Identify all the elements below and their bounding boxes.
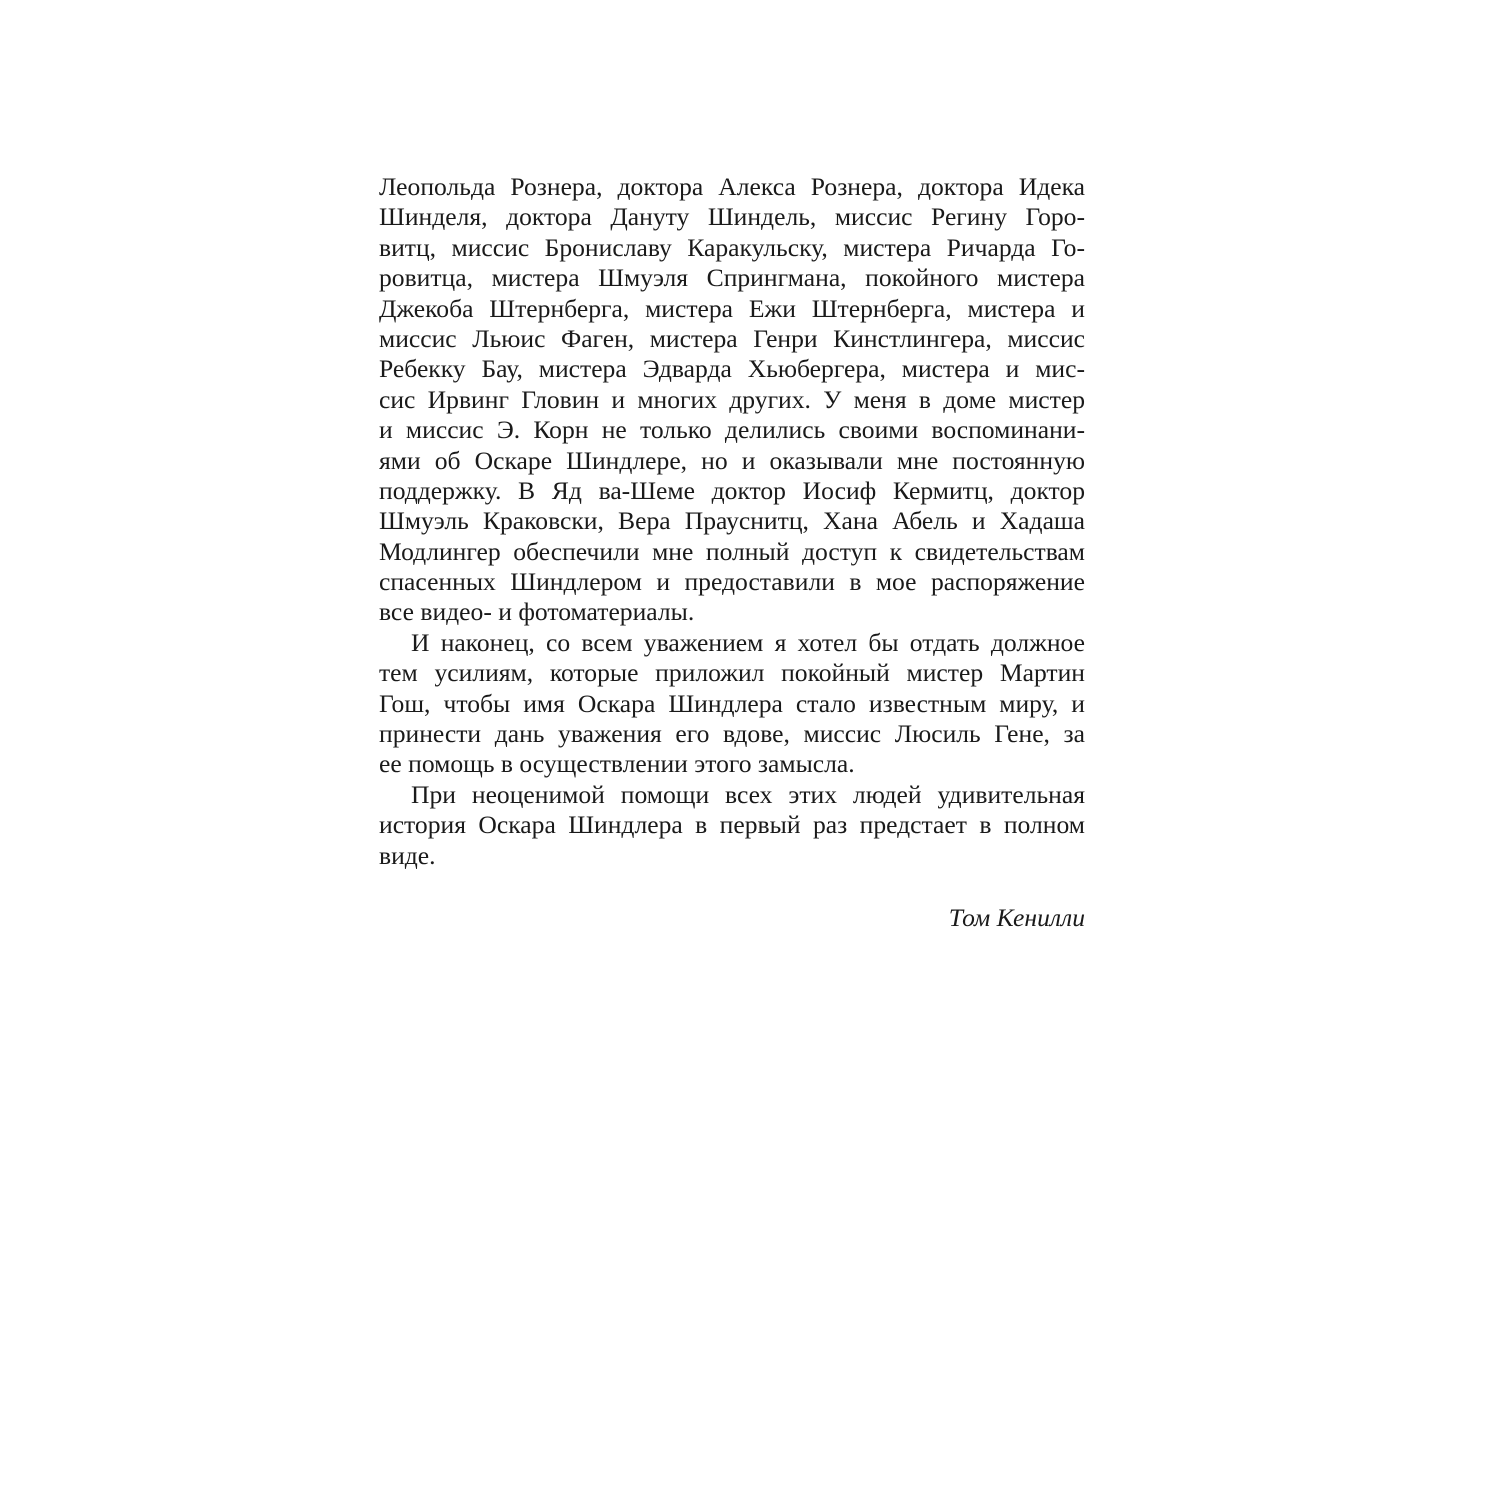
text-line: Джекоба Штернберга, мистера Ежи Штернберга, мистера и (379, 293, 1085, 323)
text-line: ями об Оскаре Шиндлере, но и оказывали мне постоянную (379, 445, 1085, 475)
text-line: принести дань уважения его вдове, миссис Люсиль Гене, за (379, 719, 1085, 749)
text-line: тем усилиям, которые приложил покойный мистер Мартин (379, 658, 1085, 688)
text-line: и миссис Э. Корн не только делились своими воспоминани- (379, 415, 1085, 445)
text-line: витц, миссис Брониславу Каракульску, мистера Ричарда Го- (379, 232, 1085, 262)
text-line: миссис Льюис Фаген, мистера Генри Кинстлингера, миссис (379, 323, 1085, 353)
text-line: Шинделя, доктора Дануту Шиндель, миссис Регину Горо- (379, 202, 1085, 232)
text-line: сис Ирвинг Гловин и многих других. У меня в доме мистер (379, 384, 1085, 414)
text-line: При неоценимой помощи всех этих людей удивительная (411, 779, 1085, 809)
text-line: Модлингер обеспечили мне полный доступ к свидетельствам (379, 536, 1085, 566)
text-line: спасенных Шиндлером и предоставили в мое распоряжение (379, 567, 1085, 597)
body-text (379, 172, 1085, 871)
text-line: И наконец, со всем уважением я хотел бы отдать должное (411, 627, 1085, 657)
text-line: виде. (379, 840, 436, 870)
text-line: все видео- и фотоматериалы. (379, 597, 695, 627)
paragraph-3 (379, 780, 1085, 871)
paragraph-2 (379, 628, 1085, 780)
text-line: Ребекку Бау, мистера Эдварда Хьюбергера, мистера и мис- (379, 354, 1085, 384)
text-line: ровитца, мистера Шмуэля Спрингмана, покойного мистера (379, 263, 1085, 293)
text-line: история Оскара Шиндлера в первый раз предстает в полном (379, 810, 1085, 840)
text-line: Гош, чтобы имя Оскара Шиндлера стало известным миру, и (379, 688, 1085, 718)
text-line: ее помощь в осуществлении этого замысла. (379, 749, 855, 779)
author-signature: Том Кенилли (948, 903, 1085, 932)
text-line: Шмуэль Краковски, Вера Прауснитц, Хана Абель и Хадаша (379, 506, 1085, 536)
text-line: Леопольда Рознера, доктора Алекса Рознера, доктора Идека (379, 172, 1085, 201)
paragraph-1 (379, 172, 1085, 628)
text-line: поддержку. В Яд ва-Шеме доктор Иосиф Кермитц, доктор (379, 475, 1085, 505)
